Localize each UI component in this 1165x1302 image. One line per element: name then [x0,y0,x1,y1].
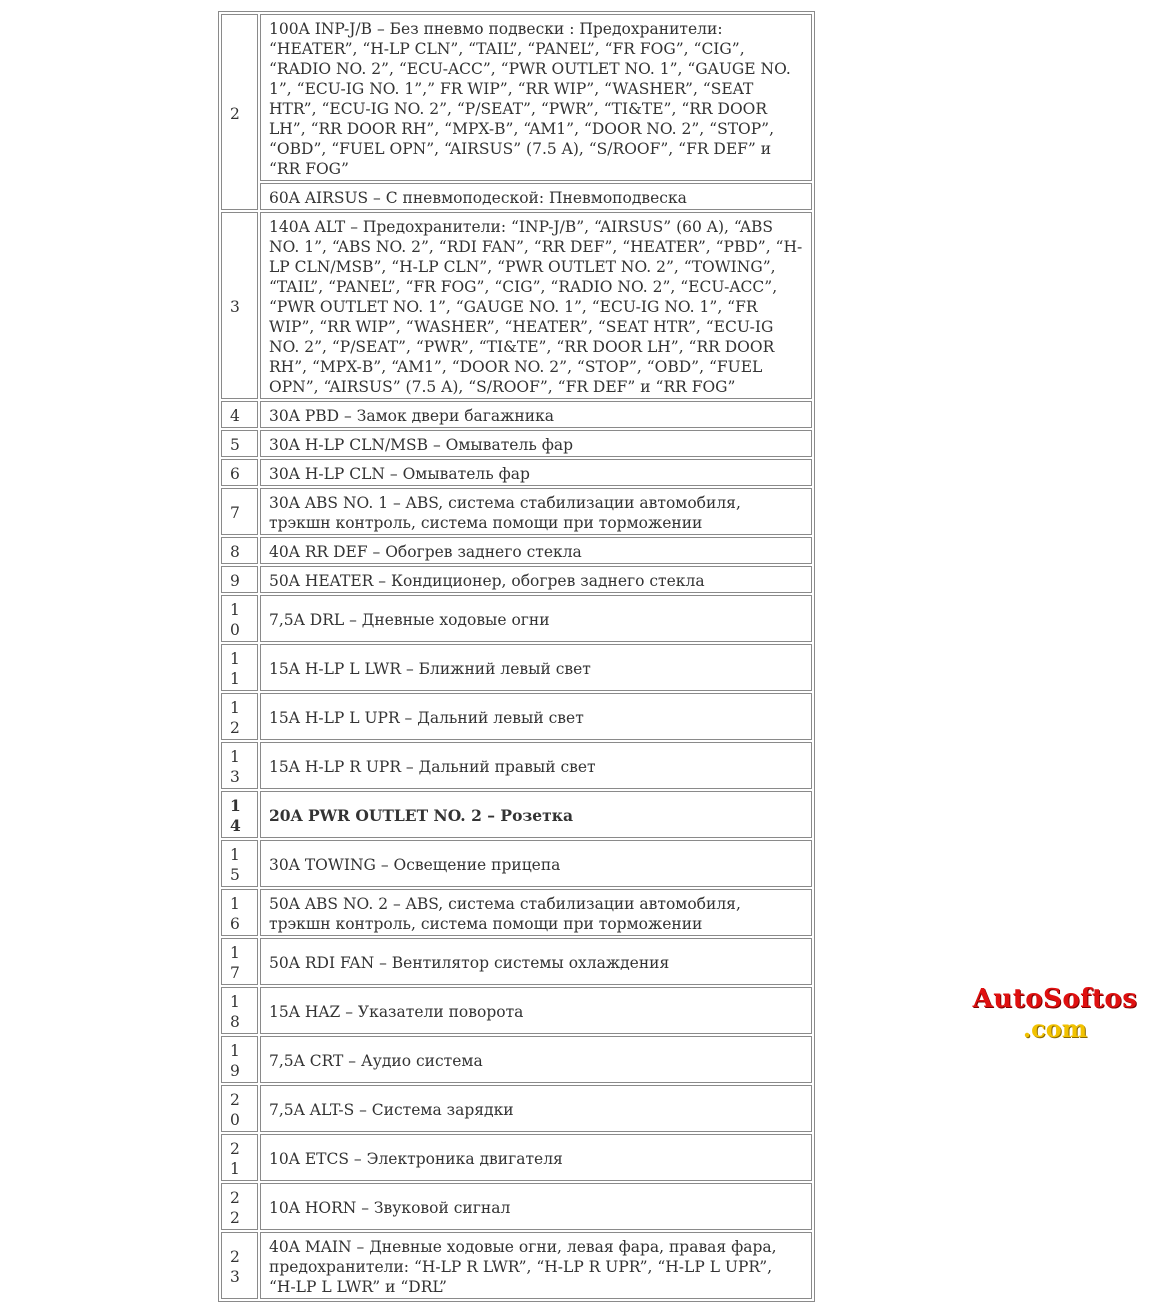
table-row [221,987,812,1034]
table-row [221,1183,812,1230]
fuse-number-cell: 17 [221,938,258,985]
fuse-number-cell: 5 [221,430,258,457]
table-row [221,693,812,740]
fuse-description-cell: 60A AIRSUS – С пневмоподеской: Пневмоподвеска [260,183,812,210]
fuse-number-cell: 21 [221,1134,258,1181]
table-row [221,938,812,985]
table-row [221,840,812,887]
fuse-description-cell: 15A H-LP L UPR – Дальний левый свет [260,693,812,740]
fuse-description-cell: 30A H-LP CLN – Омыватель фар [260,459,812,486]
fuse-description-cell: 15A H-LP R UPR – Дальний правый свет [260,742,812,789]
fuse-number-cell: 3 [221,212,258,399]
fuse-number-cell: 13 [221,742,258,789]
table-row [221,791,812,838]
fuse-number-cell: 15 [221,840,258,887]
fuse-number-cell: 6 [221,459,258,486]
fuse-description-cell: 140A ALT – Предохранители: “INP-J/B”, “AIRSUS” (60 A), “ABS NO. 1”, “ABS NO. 2”, “RDI FAN”, “RR DEF”, “HEATER”, “PBD”, “H-LP CLN/MSB”, “H-LP CLN”, “PWR OUTLET NO. 2”, “TOWING”, “TAIL”, “PANEL”, “FR FOG”, “CIG”, “RADIO NO. 2”, “ECU-ACC”, “PWR OUTLET NO. 1”, “GAUGE NO. 1”, “ECU-IG NO. 1”, “FR WIP”, “RR WIP”, “WASHER”, “HEATER”, “SEAT HTR”, “ECU-IG NO. 2”, “P/SEAT”, “PWR”, “TI&TE”, “RR DOOR LH”, “RR DOOR RH”, “MPX-B”, “AM1”, “DOOR NO. 2”, “STOP”, “OBD”, “FUEL OPN”, “AIRSUS” (7.5 A), “S/ROOF”, “FR DEF” и “RR FOG” [260,212,812,399]
fuse-description-cell: 50A RDI FAN – Вентилятор системы охлаждения [260,938,812,985]
watermark-name: AutoSoftos [972,984,1138,1014]
watermark-domain: .com [1022,1014,1088,1043]
fuse-number-cell: 23 [221,1232,258,1299]
fuse-description-cell: 10A ETCS – Электроника двигателя [260,1134,812,1181]
fuse-number-cell: 16 [221,889,258,936]
fuse-number-cell: 20 [221,1085,258,1132]
table-row [221,566,812,593]
fuse-description-cell: 7,5A ALT-S – Система зарядки [260,1085,812,1132]
fuse-number-cell: 8 [221,537,258,564]
fuse-number-cell: 10 [221,595,258,642]
fuse-description-cell: 50A ABS NO. 2 – ABS, система стабилизации автомобиля, трэкшн контроль, система помощи при торможении [260,889,812,936]
watermark-logo [960,984,1150,1044]
table-row [221,183,812,210]
table-row [221,742,812,789]
table-row [221,212,812,399]
table-row [221,488,812,535]
fuse-description-cell: 7,5A CRT – Аудио система [260,1036,812,1083]
table-row [221,1232,812,1299]
fuse-description-cell: 100A INP-J/B – Без пневмо подвески : Предохранители: “HEATER”, “H-LP CLN”, “TAIL”, “PANEL”, “FR FOG”, “CIG”, “RADIO NO. 2”, “ECU-ACC”, “PWR OUTLET NO. 1”, “GAUGE NO. 1”, “ECU-IG NO. 1”,” FR WIP”, “RR WIP”, “WASHER”, “SEAT HTR”, “ECU-IG NO. 2”, “P/SEAT”, “PWR”, “TI&TE”, “RR DOOR LH”, “RR DOOR RH”, “MPX-B”, “AM1”, “DOOR NO. 2”, “STOP”, “OBD”, “FUEL OPN”, “AIRSUS” (7.5 A), “S/ROOF”, “FR DEF” и “RR FOG” [260,14,812,181]
fuse-number-cell: 7 [221,488,258,535]
fuse-description-cell: 50A HEATER – Кондиционер, обогрев заднего стекла [260,566,812,593]
table-row [221,595,812,642]
fuse-description-cell: 40A MAIN – Дневные ходовые огни, левая фара, правая фара, предохранители: “H-LP R LWR”, “H-LP R UPR”, “H-LP L UPR”, “H-LP L LWR” и “DRL” [260,1232,812,1299]
fuse-description-cell: 15A H-LP L LWR – Ближний левый свет [260,644,812,691]
fuse-number-cell: 18 [221,987,258,1034]
fuse-number-cell: 22 [221,1183,258,1230]
table-row [221,401,812,428]
fuse-description-cell: 30A H-LP CLN/MSB – Омыватель фар [260,430,812,457]
fuse-number-cell: 4 [221,401,258,428]
fuse-number-cell: 11 [221,644,258,691]
fuse-table-container [218,11,815,1302]
fuse-description-cell: 40A RR DEF – Обогрев заднего стекла [260,537,812,564]
table-row [221,889,812,936]
fuse-description-cell: 20A PWR OUTLET NO. 2 – Розетка [260,791,812,838]
table-row [221,459,812,486]
fuse-description-cell: 30A PBD – Замок двери багажника [260,401,812,428]
table-row [221,1036,812,1083]
table-row [221,644,812,691]
table-row [221,14,812,181]
fuse-number-cell: 19 [221,1036,258,1083]
fuse-table-body [221,14,812,1299]
table-row [221,1085,812,1132]
fuse-description-cell: 30A ABS NO. 1 – ABS, система стабилизации автомобиля, трэкшн контроль, система помощи при торможении [260,488,812,535]
fuse-number-cell: 9 [221,566,258,593]
fuse-description-cell: 10A HORN – Звуковой сигнал [260,1183,812,1230]
table-row [221,1134,812,1181]
fuse-description-cell: 15A HAZ – Указатели поворота [260,987,812,1034]
fuse-table [218,11,815,1302]
table-row [221,430,812,457]
fuse-description-cell: 30A TOWING – Освещение прицепа [260,840,812,887]
fuse-description-cell: 7,5A DRL – Дневные ходовые огни [260,595,812,642]
fuse-number-cell: 12 [221,693,258,740]
fuse-number-cell: 2 [221,14,258,210]
table-row [221,537,812,564]
fuse-number-cell: 14 [221,791,258,838]
